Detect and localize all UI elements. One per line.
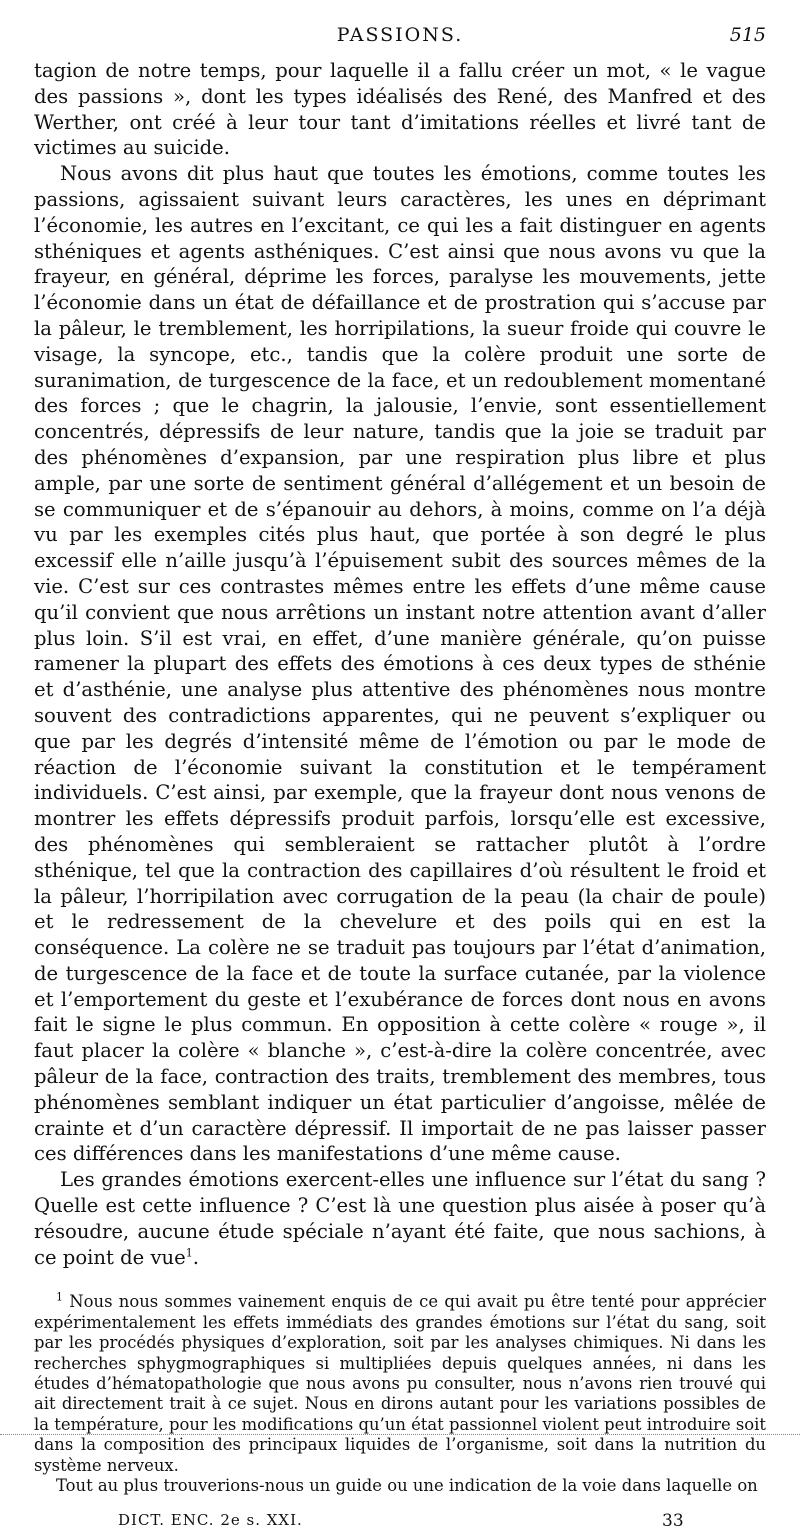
running-head [34,24,766,58]
volume-signature: DICT. ENC. 2e s. XXI. [118,1510,303,1529]
footnote-reference: 1 [185,1246,193,1260]
body-text [34,58,766,1270]
paragraph-with-note: Les grandes émotions exercent-elles une influence sur l’état du sang ? Quelle est cette influence ? C’est là une question plus aisée à poser qu’à résoudre, aucune étude spéciale n’ayant été faite, que nous sachions, à ce point de vue$^1$. [34,1168,766,1269]
bottom-rule [0,1434,800,1435]
signature-number: 33 [662,1510,684,1531]
page-title: PASSIONS. [336,24,464,46]
page-number: 515 [729,24,766,46]
paragraph-text: Les grandes émotions exercent-elles une influence sur l’état du sang ? Quelle est cette influence ? C’est là une question plus aisée à poser qu’à résoudre, aucune étude spéciale n’ayant été faite, que nous sachions, à ce point de vue [34,1168,766,1269]
footnote-text: Nous nous sommes vainement enquis de ce qui avait pu être tenté pour apprécier expérimentalement les effets immédiats des grandes émotions sur l’état du sang, soit par les procédés physiques d’exploration, soit par les analyses chimiques. Ni dans les recherches sphygmographiques si multipliées depuis quelques années, ni dans les études d’hématopathologie que nous avons pu consulter, nous n’avons rien trouvé qui ait directement trait à ce sujet. Nous en dirons autant pour les variations possibles de la température, pour les modifications qu’un état passionnel violent peut introduire soit dans la composition des principaux liquides de l’organisme, soit dans la nutrition du système nerveux. [34,1292,766,1475]
document-page [34,24,766,1531]
paragraph: tagion de notre temps, pour laquelle il a fallu créer un mot, « le vague des passions », dont les types idéalisés des René, des Manfred et des Werther, ont créé à leur tour tant d’imitations réelles et livré tant de victimes au suicide. [34,59,766,160]
footnote-continuation: Tout au plus trouverions-nous un guide ou une indication de la voie dans laquelle on [56,1476,758,1496]
footnotes [34,1292,766,1496]
footnote-number: 1 [56,1290,63,1304]
signature-line [34,1511,766,1535]
footnote [34,1292,766,1476]
paragraph: Nous avons dit plus haut que toutes les émotions, comme toutes les passions, agissaient suivant leurs caractères, les unes en déprimant l’économie, les autres en l’excitant, ce qui les a fait distinguer en agents sthéniques et agents asthéniques. C’est ainsi que nous avons vu que la frayeur, en général, déprime les forces, paralyse les mouvements, jette l’économie dans un état de défaillance et de prostration qui s’accuse par la pâleur, le tremblement, les horripilations, la sueur froide qui couvre le visage, la syncope, etc., tandis que la colère produit une sorte de suranimation, de turgescence de la face, et un redoublement momentané des forces ; que le chagrin, la jalousie, l’envie, sont essentiellement concentrés, dépressifs de leur nature, tandis que la joie se traduit par des phénomènes d’expansion, par une respiration plus libre et plus ample, par une sorte de sentiment général d’allégement et un besoin de se communiquer et de s’épanouir au dehors, à moins, comme on l’a déjà vu par les exemples cités plus haut, que portée à son degré le plus excessif elle n’aille jusqu’à l’épuisement subit des sources mêmes de la vie. C’est sur ces contrastes mêmes entre les effets d’une même cause qu’il convient que nous arrêtions un instant notre attention avant d’aller plus loin. S’il est vrai, en effet, d’une manière générale, qu’on puisse ramener la plupart des effets des émotions à ces deux types de sthénie et d’asthénie, une analyse plus attentive des phénomènes nous montre souvent des contradictions apparentes, qui ne peuvent s’expliquer ou que par les degrés d’intensité même de l’émotion ou par le mode de réaction de l’économie suivant la constitution et le tempérament individuels. C’est ainsi, par exemple, que la frayeur dont nous venons de montrer les effets dépressifs produit parfois, lorsqu’elle est excessive, des phénomènes qui sembleraient se rattacher plutôt à l’ordre sthénique, tel que la contraction des capillaires d’où résultent le froid et la pâleur, l’horripilation avec corrugation de la peau (la chair de poule) et le redressement de la chevelure et des poils qui en est la conséquence. La colère ne se traduit pas toujours par l’état d’animation, de turgescence de la face et de toute la surface cutanée, par la violence et l’emportement du geste et l’exubérance de forces dont nous en avons fait le signe le plus commun. En opposition à cette colère « rouge », il faut placer la colère « blanche », c’est-à-dire la colère concentrée, avec pâleur de la face, contraction des traits, tremblement des membres, tous phénomènes semblant indiquer un état particulier d’angoisse, mêlée de crainte et d’un caractère dépressif. Il importait de ne pas laisser passer ces différences dans les manifestations d’une même cause. [34,162,766,1166]
